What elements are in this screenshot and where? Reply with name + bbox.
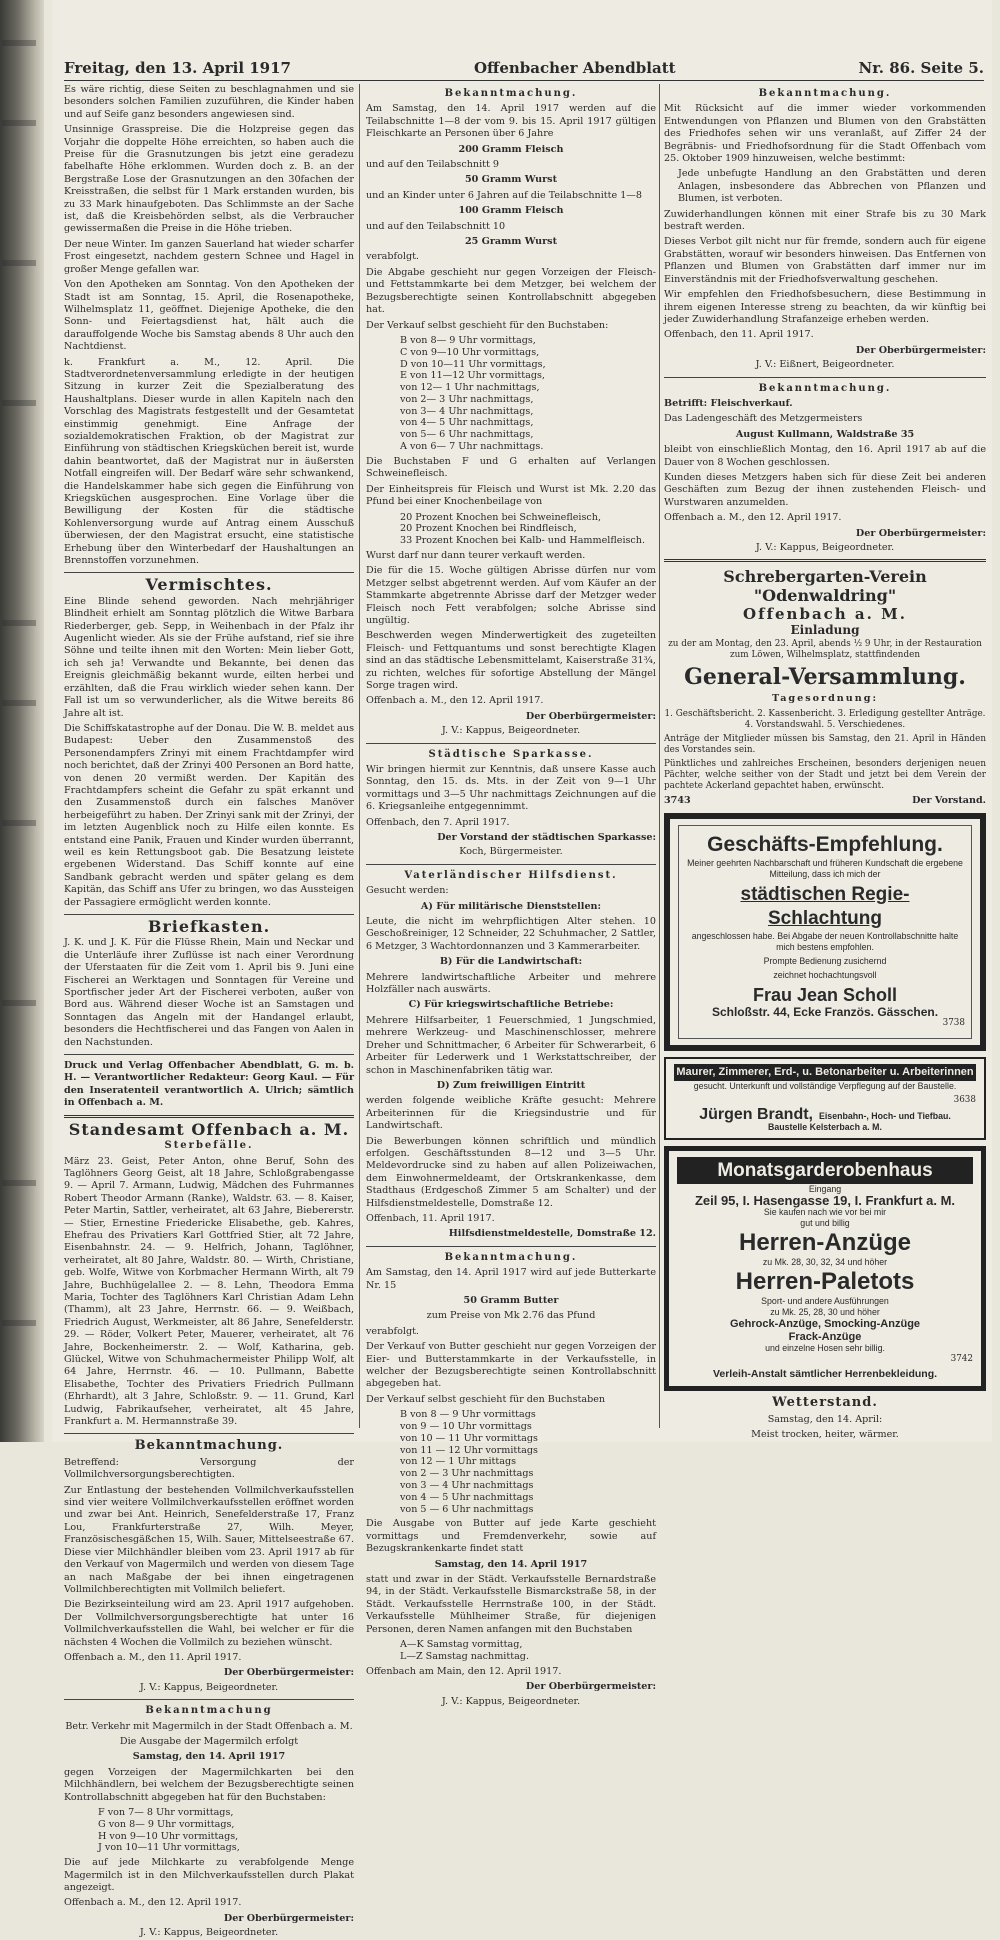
list-item: von 10 — 11 Uhr vormittags xyxy=(400,1432,538,1444)
ad-business-recommendation xyxy=(664,813,986,1051)
notice-title: Bekanntmachung xyxy=(145,1705,273,1717)
notice-date: Offenbach a. M., den 11. April 1917. xyxy=(64,1651,242,1663)
notice-office: Der Oberbürgermeister: xyxy=(855,344,986,356)
list-item: von 4— 5 Uhr nachmittags, xyxy=(400,417,534,429)
notice-date: Offenbach, den 7. April 1917. xyxy=(366,816,510,828)
list-item: A—K Samstag vormittag, xyxy=(400,1639,523,1651)
list-item: D von 10—11 Uhr vormittags, xyxy=(400,358,546,370)
column-middle xyxy=(366,84,656,1707)
notice-amount: 50 Gramm Butter xyxy=(463,1295,559,1307)
club-event: General-Versammlung. xyxy=(684,664,966,691)
imprint: Druck und Verlag Offenbacher Abendblatt, G. m. b. H. — Verantwortlicher Redakteur: Georg Kaul. — Für den Inseratenteil verantwortlich A. Ulrich; sämtlich in Offenbach a. M. xyxy=(64,1060,354,1109)
divider xyxy=(664,559,986,562)
divider xyxy=(366,743,656,744)
notice-signature: Koch, Bürgermeister. xyxy=(459,846,563,858)
list-item: von 5 — 6 Uhr nachmittags xyxy=(400,1503,534,1515)
ad-clothing-store xyxy=(664,1146,986,1392)
notice-text: statt und zwar in der Städt. Verkaufsstelle Bernardstraße 94, in der Städt. Verkaufsstelle Bismarckstraße 58, in der Städt. Verkaufsstelle Herrnstraße 100, in der Städt. Verkaufsstelle Mühlheimer Straße, für diejenigen Personen, deren Namen anfangen mit den Buchstaben xyxy=(366,1574,656,1635)
ad-title: Monatsgarderobenhaus xyxy=(677,1157,973,1184)
article-text: März 23. Geist, Peter Anton, ohne Beruf, Sohn des Taglöhners Georg Geist, alt 18 Jahre, Schloßgrabengasse 9. — April 7. Armann, Ludwig, Mädchen des Fuhrmannes Robert Theodor Armann (Ranke), Waldstr. 63. — 8. Kaiser, Peter Martin, Sattler, verheiratet, alt 63 Jahre, Biebererstr. — Stier, Ernestine Friedericke Elisabethe, geb. Kahres, Ehefrau des Privatiers Karl Gottfried Stier, alt 72 Jahre, Eisenbahnstr. 24. — 9. Helfrich, Johann, Taglöhner, verheiratet, alt 80 Jahre, Waldstr. 80. — Wirth, Christiane, geb. Wolfe, Witwe von Korbmacher Hermann Wirth, alt 79 Jahre, Buchhügelallee 2. — 8. Lehn, Theodora Emma Maria, Tochter des Taglöhners Karl Christian Adam Lehn (Thamm), alt 23 Jahre, Herrnstr. 66. — 9. Weißbach, Friedrich August, Werkmeister, alt 86 Jahre, Senefelderstr. 29. — Röder, Volkert Peter, Mauerer, verheiratet, alt 76 Jahre, Bockenheimerstr. 2. — Wolf, Katharina, geb. Glückel, Witwe von Schuhmachermeister Philipp Wolf, alt 64 Jahre, Herrnstr. 46. — 10. Pullmann, Babette Elisabethe, Tochter des Privatiers Friedrich Pullmann (Ehrhardt), alt 3 Jahre, Schloßstr. 9. — 11. Grund, Karl Ludwig, Fabrikaufseher, verheiratet, alt 45 Jahre, Frankfurt a. M. Hermannstraße 39. xyxy=(64,1155,354,1428)
notice-amount: 100 Gramm Fleisch xyxy=(458,205,564,217)
section-title: Vermischtes. xyxy=(145,575,273,595)
notice-signature: J. V.: Kappus, Beigeordneter. xyxy=(139,1927,279,1939)
notice-quote: Jede unbefugte Handlung an den Grabstätten und deren Anlagen, insbesondere das Abbrechen von Pflanzen und Blumen, ist verboten. xyxy=(678,168,986,205)
article-text: J. K. und J. K. Für die Flüsse Rhein, Main und Neckar und die Unterläufe ihrer Zuflüsse ist nach einer Verordnung der Uferstaaten für die Zeit vom 1. April bis 9. Juni eine Fischerei an Werktagen und Sonntagen für Vereine und Sportfischer jeder Art der Fischerei verboten, außer von Bord aus. Während dieser Woche ist an Samstagen und Sonntagen das Angeln mit der Handangel erlaubt, besonders die Hechtfischerei und das Fangen von Aalen in den Nachstunden. xyxy=(64,937,354,1048)
club-text: Anträge der Mitglieder müssen bis Samstag, den 21. April in Händen des Vorstandes sein. xyxy=(664,733,986,755)
list-item: von 3 — 4 Uhr nachmittags xyxy=(400,1480,534,1492)
ad-number: 3738 xyxy=(942,1018,965,1029)
notice-subtitle: C) Für kriegswirtschaftliche Betriebe: xyxy=(408,999,614,1011)
notice-text: Die Bezirkseinteilung wird am 23. April 1917 aufgehoben. Der Vollmilchversorgungsberechtigte hat unter 16 Vollmilchverkaufsstellen die Wahl, bei welcher er für die nächsten 4 Wochen die Vollmilch zu beziehen wünscht. xyxy=(64,1599,354,1648)
notice-text: Beschwerden wegen Minderwertigkeit des zugeteilten Fleisch- und Fettquantums und sonst berechtigte Klagen sind an das städtische Lebensmittelamt, Kaiserstraße 31¾, zu richten, welches für sofortige Abstellung der Mängel Sorge tragen wird. xyxy=(366,630,656,691)
notice-price: zum Preise von Mk 2.76 das Pfund xyxy=(426,1310,596,1322)
notice-text: Der Verkauf selbst geschieht für den Buchstaben: xyxy=(366,319,609,331)
notice-amount: 25 Gramm Wurst xyxy=(464,236,558,248)
notice-office: Der Oberbürgermeister: xyxy=(223,1912,354,1924)
list-item: F von 7— 8 Uhr vormittags, xyxy=(98,1807,234,1818)
list-item: von 12 — 1 Uhr mittags xyxy=(400,1456,517,1468)
ad-title: Maurer, Zimmerer, Erd-, u. Betonarbeiter u. Arbeiterinnen xyxy=(674,1064,976,1080)
ad-text: Sie kaufen nach wie vor bei mir xyxy=(763,1207,887,1218)
notice-text: Wurst darf nur dann teurer verkauft werden. xyxy=(366,549,586,561)
notice-signature: J. V.: Kappus, Beigeordneter. xyxy=(755,542,895,553)
notice-title: Bekanntmachung. xyxy=(444,1251,578,1263)
ad-text: zeichnet hochachtungsvoll xyxy=(773,970,877,981)
ad-number: 3742 xyxy=(950,1354,973,1365)
divider xyxy=(64,1433,354,1434)
section-title: Briefkasten. xyxy=(147,917,271,936)
ad-footer: Verleih-Anstalt sämtlicher Herrenbekleidung. xyxy=(712,1368,938,1381)
notice-text: Die Abgabe geschieht nur gegen Vorzeigen der Fleisch- und Fettstammkarte bei dem Metzger, bei welchem der Bezugsberechtigte seinen Kontrollabschnitt abgegeben hat. xyxy=(366,266,656,316)
notice-text: Wir empfehlen den Friedhofsbesuchern, diese Bestimmung in ihrem eigenen Interesse streng zu beachten, da wir künftig bei jeder Zuwiderhandlung Strafanzeige erheben werden. xyxy=(664,289,986,325)
notice-date: Offenbach a. M., den 12. April 1917. xyxy=(64,1897,242,1909)
ad-text: gut und billig xyxy=(800,1218,850,1229)
notice-text: Die Ausgabe von Butter auf jede Karte geschieht vormittags und Fremdenverkehr, sowie auf Bezugskrankenkarte findet statt xyxy=(366,1518,656,1555)
notice-text: gegen Vorzeigen der Magermilchkarten bei den Milchhändlern, bei welchem der Bezugsberechtigte seinen Kontrollabschnitt abgegeben hat für den Buchstaben: xyxy=(64,1766,354,1803)
notice-text: Die Ausgabe der Magermilch erfolgt xyxy=(119,1735,299,1747)
list-item: 20 Prozent Knochen bei Rindfleisch, xyxy=(400,523,577,535)
notice-day: Samstag, den 14. April 1917 xyxy=(132,1751,286,1763)
notice-date: Offenbach, 11. April 1917. xyxy=(366,1212,495,1224)
club-invite: Einladung xyxy=(790,622,860,637)
weather-text: Meist trocken, heiter, wärmer. xyxy=(751,1429,899,1441)
divider xyxy=(366,864,656,865)
agenda-items: 1. Geschäftsbericht. 2. Kassenbericht. 3. Erledigung gestellter Anträge. 4. Vorstandswahl. 5. Verschiedenes. xyxy=(664,708,986,730)
notice-text: Gesucht werden: xyxy=(366,885,449,897)
schedule-list xyxy=(64,1807,354,1854)
list-item: L—Z Samstag nachmittag. xyxy=(400,1650,529,1662)
notice-amount: 200 Gramm Fleisch xyxy=(458,143,564,155)
notice-name: August Kullmann, Waldstraße 35 xyxy=(735,428,915,440)
divider xyxy=(64,1054,354,1055)
header-paper-name: Offenbacher Abendblatt xyxy=(473,59,676,77)
article-text: k. Frankfurt a. M., 12. April. Die Stadtverordnetenversammlung erledigte in der heutigen Sitzung in kurzer Zeit die Spezialberatung des Haushaltplans. Dieser wurde in allen Kapiteln nach den Vorschlag des Magistrats festgestellt und der Gesamtetat einstimmig genehmigt. Eine Anfrage der sozialdemokratischen Fraktion, ob der Magistrat zur Einführung von städtischen Kriegsküchen bereit ist, wurde dahin beantwortet, daß der Magistrat nur in äußersten Notfall eingreifen will. Der Bedarf wäre sehr schwankend, die Handelskammer habe sich gegen die Einführung von Kriegsküchen ausgesprochen. Eine Vorlage über die Bewilligung der Kosten für die städtische Kohlenversorgung wurde auf Antrag einem Ausschuß überwiesen, der den Magistrat ersucht, eine statistische Erhebung über den Winterbedarf der Haushaltungen an Brennstoffen vorzunehmen. xyxy=(64,356,354,567)
notice-day: Samstag, den 14. April 1917 xyxy=(434,1558,588,1570)
ad-price: zu Mk. 28, 30, 32, 34 und höher xyxy=(762,1257,888,1268)
column-rule xyxy=(359,84,360,1428)
notice-text: Zur Entlastung der bestehenden Vollmilchverkaufsstellen sind vier weitere Vollmilchverkaufsstellen eröffnet worden und zwar bei Ant. Heinrich, Senefelderstraße 17, Franz Lou, Frankfurterstraße 27, Wilh. Meyer, Französischesgäßchen 15, Wilh. Sauer, Mittelseestraße 67. Diese vier Milchhändler bleiben vom 23. April 1917 ab für den Verkauf von Magermilch und werden von diesem Tage an nach Maßgabe der bei ihnen eingetragenen Vollmilchberechtigten mit Vollmilch beliefert. xyxy=(64,1484,354,1595)
binding-edge xyxy=(0,0,44,1442)
notice-text: Der Verkauf selbst geschieht für den Buchstaben xyxy=(366,1393,606,1405)
list-item: J von 10—11 Uhr vormittags, xyxy=(98,1842,240,1854)
notice-text: Die für die 15. Woche gültigen Abrisse dürfen nur vom Metzger selbst abgetrennt werden. Auf vom Käufer an der Stammkarte abgetrennte Abrisse darf der Metzger weder Fleisch noch Fett verabfolgen; solche Abrisse sind ungültig. xyxy=(366,565,656,626)
header-date: Freitag, den 13. April 1917 xyxy=(64,59,291,77)
notice-text: Mehrere Hilfsarbeiter, 1 Feuerschmied, 1 Jungschmied, mehrere Werkzeug- und Maschinenschlosser, mehrere Dreher und Schnittmacher, 6 Arbeiter für Schwerarbeit, 6 Arbeiter für Lederwerk und 1 Werkstattschreiber, der schon in Maschinenfabriken tätig war. xyxy=(366,1014,656,1076)
list-item: von 12— 1 Uhr nachmittags, xyxy=(400,382,540,394)
club-text: zu der am Montag, den 23. April, abends ½ 9 Uhr, in der Restauration zum Löwen, Wilhelmsplatz, stattfindenden xyxy=(668,639,982,661)
notice-title: Bekanntmachung. xyxy=(134,1438,284,1454)
notice-text: Der Verkauf von Butter geschieht nur gegen Vorzeigen der Eier- und Butterstammkarte in der Verkaufsstelle, in welcher der Bezugsberechtigte seinen Kontrollabschnitt abgegeben hat. xyxy=(366,1341,656,1390)
notice-title: Bekanntmachung. xyxy=(444,88,578,99)
club-announcement xyxy=(664,567,986,807)
schedule-list xyxy=(366,1639,656,1663)
notice-text: werden folgende weibliche Kräfte gesucht: Mehrere Arbeiterinnen für die Kriegsindustrie und für Landwirtschaft. xyxy=(366,1095,656,1132)
ad-highlight: Herren-Anzüge xyxy=(738,1229,912,1257)
ad-title: Geschäfts-Empfehlung. xyxy=(707,833,943,857)
notice-text: Das Ladengeschäft des Metzgermeisters xyxy=(664,413,863,425)
notice-subject: Betrifft: Fleischverkauf. xyxy=(664,397,793,409)
notice-signature: Hilfsdienstmeldestelle, Domstraße 12. xyxy=(448,1228,656,1240)
list-item: B von 8— 9 Uhr vormittags, xyxy=(400,334,536,346)
divider xyxy=(64,914,354,915)
schedule-list xyxy=(366,335,656,453)
list-item: C von 9—10 Uhr vormittags, xyxy=(400,346,540,358)
list-item: B von 8 — 9 Uhr vormittags xyxy=(400,1409,536,1421)
agenda-title: Tagesordnung: xyxy=(772,693,878,705)
article-text: Eine Blinde sehend geworden. Nach mehrjähriger Blindheit erhielt am Sonntag plötzlich die Witwe Barbara Riederberger, geb. Sepp, in Weihenbach in der Pfalz ihr Augenlicht wieder. Als sie der Frühe aufstand, rief sie ihre Söhne und teilte ihnen mit den Worten: Mein lieber Gott, ich seh ja! Verwandte und Bekannte, bei denen das Ereignis gleichmäßig bekannt wurde, eilten herbei und erzählten, daß die Frau wirklich wieder sehen kann. Der Fall ist um so verwunderlicher, als die Witwe bereits 86 Jahre alt ist. xyxy=(64,595,354,719)
ad-address: Schloßstr. 44, Ecke Französ. Gässchen. xyxy=(711,1005,939,1020)
notice-text: Die Bewerbungen können schriftlich und mündlich erfolgen. Geschäftsstunden 8—12 und 3—5 Uhr. Meldevordrucke sind zu haben auf allen Polizeiwachen, dem Einwohnermeldeamt, der Ortskrankenkasse, dem Stadthaus (Erdgeschoß Zimmer 5 am Schalter) und der Hilfsdienstmeldestelle, Domstraße 12. xyxy=(366,1135,656,1209)
ad-text: angeschlossen habe. Bei Abgabe der neuen Kontrollabschnitte halte mich bestens empfohlen. xyxy=(691,931,959,953)
list-item: 20 Prozent Knochen bei Schweinefleisch, xyxy=(400,511,602,523)
list-item: von 3— 4 Uhr nachmittags, xyxy=(400,405,534,417)
notice-text: Zuwiderhandlungen können mit einer Strafe bis zu 30 Mark bestraft werden. xyxy=(664,208,986,233)
notice-subject: Betr. Verkehr mit Magermilch in der Stadt Offenbach a. M. xyxy=(65,1720,353,1732)
list-item: 33 Prozent Knochen bei Kalb- und Hammelfleisch. xyxy=(400,535,646,547)
notice-text: Am Samstag, den 14. April 1917 wird auf jede Butterkarte Nr. 15 xyxy=(366,1267,656,1291)
notice-signature: J. V.: Kappus, Beigeordneter. xyxy=(139,1681,279,1693)
notice-text: Die auf jede Milchkarte zu verabfolgende Menge Magermilch ist in den Milchverkaufsstellen durch Plakat angezeigt. xyxy=(64,1857,354,1893)
notice-office: Der Oberbürgermeister: xyxy=(223,1667,354,1679)
section-title: Standesamt Offenbach a. M. xyxy=(68,1119,350,1139)
divider xyxy=(64,1699,354,1700)
ad-trade: Eisenbahn-, Hoch- und Tiefbau. xyxy=(819,1110,951,1121)
notice-date: Offenbach am Main, den 12. April 1917. xyxy=(366,1665,562,1677)
notice-text: Die Buchstaben F und G erhalten auf Verlangen Schweinefleisch. xyxy=(366,455,656,480)
column-right xyxy=(664,84,986,1441)
club-city: Offenbach a. M. xyxy=(743,605,907,624)
ad-name: Frau Jean Scholl xyxy=(752,985,898,1006)
notice-signature: J. V.: Kappus, Beigeordneter. xyxy=(441,725,581,737)
notice-text: Dieses Verbot gilt nicht nur für fremde, sondern auch für eigene Grabstätten, worauf wir besonders hinweisen. Das Entfernen von Pflanzen und Blumen von Grabstätten darf immer nur im Einverständnis mit der Friedhofsverwaltung geschehen. xyxy=(664,236,986,285)
notice-date: Offenbach a. M., den 12. April 1917. xyxy=(366,695,544,707)
weather-day: Samstag, den 14. April: xyxy=(767,1413,883,1425)
ad-text: und einzelne Hosen sehr billig. xyxy=(765,1343,885,1354)
ad-text: Sport- und andere Ausführungen xyxy=(761,1296,889,1307)
list-item: von 11 — 12 Uhr vormittags xyxy=(400,1444,538,1456)
ad-text: Gehrock-Anzüge, Smocking-Anzüge xyxy=(729,1318,921,1331)
notice-text: verabfolgt. xyxy=(366,251,419,263)
ad-job-offer xyxy=(664,1057,986,1139)
list-item: von 2— 3 Uhr nachmittags, xyxy=(400,393,534,405)
notice-text: Mehrere landwirtschaftliche Arbeiter und mehrere Holzfäller nach auswärts. xyxy=(366,971,656,996)
list-item: von 5— 6 Uhr nachmittags, xyxy=(400,429,534,441)
article-text: Es wäre richtig, diese Seiten zu beschlagnahmen und sie besonders solchen Familien zuzuführen, die Kinder haben und auf Seife ganz besonders angewiesen sind. xyxy=(64,84,354,120)
notice-text: Am Samstag, den 14. April 1917 werden auf die Teilabschnitte 1—8 der vom 9. bis 15. April 1917 gültigen Fleischkarte an Personen über 6 Jahre xyxy=(366,103,656,140)
notice-text: Wir bringen hiermit zur Kenntnis, daß unsere Kasse auch Sonntag, den 15. ds. Mts. in der Zeit von 9—1 Uhr vormittags und 3—5 Uhr nachmittags Zeichnungen auf die 6. Kriegsanleihe entgegennimmt. xyxy=(366,763,656,813)
divider xyxy=(664,377,986,378)
notice-text: und auf den Teilabschnitt 9 xyxy=(366,159,500,171)
notice-title: Bekanntmachung. xyxy=(758,88,892,99)
list-item: A von 6— 7 Uhr nachmittags. xyxy=(400,441,544,453)
ad-price: zu Mk. 25, 28, 30 und höher xyxy=(770,1307,880,1318)
list-item: H von 9—10 Uhr vormittags, xyxy=(98,1830,239,1842)
ad-text: gesucht. Unterkunft und vollständige Verpflegung auf der Baustelle. xyxy=(693,1080,957,1091)
notice-office: Der Oberbürgermeister: xyxy=(855,527,986,539)
weather-title: Wetterstand. xyxy=(772,1395,878,1411)
notice-text: Kunden dieses Metzgers haben sich für diese Zeit bei anderen Geschäften zum Bezug der ihnen zustehenden Fleisch- und Wurstwaren anzumelden. xyxy=(664,471,986,508)
notice-office: Der Oberbürgermeister: xyxy=(525,1681,656,1693)
ad-text: Meiner geehrten Nachbarschaft und früheren Kundschaft die ergebene Mitteilung, dass ich mich der xyxy=(687,858,963,880)
column-rule xyxy=(659,84,660,1428)
list-item: von 9 — 10 Uhr vormittags xyxy=(400,1421,532,1433)
notice-title: Städtische Sparkasse. xyxy=(428,748,594,760)
list-item: G von 8— 9 Uhr vormittags, xyxy=(98,1818,235,1830)
ad-highlight: städtischen Regie-Schlachtung xyxy=(740,884,910,930)
ad-entrance: Eingang xyxy=(808,1183,842,1194)
club-name: Schrebergarten-Verein "Odenwaldring" xyxy=(723,567,927,606)
notice-signature: J. V.: Kappus, Beigeordneter. xyxy=(441,1695,581,1707)
club-text: Pünktliches und zahlreiches Erscheinen, besonders derjenigen neuen Pächter, welche seither von der Stadt und jetzt bei dem Verein der pachtete Ackerland gepachtet haben, erwünscht. xyxy=(664,758,986,791)
article-text: Die Schiffskatastrophe auf der Donau. Die W. B. meldet aus Budapest: Ueber den Zusammenstoß des Personendampfers Zrinyi mit einem Frachtdampfer wird noch berichtet, daß der Zrinyi 400 Personen an Bord hatte, von denen 20 vermißt werden. Der Kapitän des Frachtdampfers scheint die Gefahr zu spät erkannt und den Zusammenstoß durch ein falsches Manöver herbeigeführt zu haben. Der Zrinyi sank mit der Zrinyi, der im letzten Augenblick noch zu Hilfe eilen konnte. Es entstand eine Panik, Frauen und Kinder wurden überrannt, weil es kein Rettungsboot gab. Die Besatzung leistete ergebenen Widerstand. Das Schiff konnte auf eine Sandbank gebracht werden und später gelang es dem Kapitän, das Schiff ans Ufer zu bringen, wo das Aussteigen der Passagiere ermöglicht werden konnte. xyxy=(64,722,354,908)
ad-number: 3743 xyxy=(664,794,691,806)
notice-subtitle: D) Zum freiwilligen Eintritt xyxy=(436,1079,586,1091)
article-text: Der neue Winter. Im ganzen Sauerland hat wieder scharfer Frost eingesetzt, nachdem gestern Schnee und Hagel in großer Menge gefallen war. xyxy=(64,238,354,275)
notice-date: Offenbach a. M., den 12. April 1917. xyxy=(664,512,842,524)
article-text: Unsinnige Grasspreise. Die die Holzpreise gegen das Vorjahr die doppelte Höhe erreichten, so haben auch die Preise für die Grasnutzungen bis jetzt eine geradezu fabelhafte Höhe erklommen. Wurden doch z. B. an der Bergstraße Lose der Grasnutzungen an den 30fachen der Kreisstraßen, die selbst für 1 Mark erstanden wurden, bis zu 33 Mark hinaufgeboten. Das Schlimmste an der Sache ist, daß die Kreisbehörden selbst, als die Verbraucher gewissermaßen die Preise in die Höhe trieben. xyxy=(64,124,354,235)
ad-text: Prompte Bedienung zusichernd xyxy=(763,956,887,967)
notice-amount: 50 Gramm Wurst xyxy=(464,174,558,186)
notice-text: bleibt von einschließlich Montag, den 16. April 1917 ab auf die Dauer von 8 Wochen geschlossen. xyxy=(664,444,986,468)
schedule-list xyxy=(366,1409,656,1515)
notice-subject: Betreffend: Versorgung der Vollmilchversorgungsberechtigten. xyxy=(64,1456,354,1481)
article-text: Von den Apotheken am Sonntag. Von den Apotheken der Stadt ist am Sonntag, 15. April, die Rosenapotheke, Wilhelmsplatz 11, geöffnet. Diejenige Apotheke, die den Sonn- und Feiertagsdienst hat, hält auch die darauffolgende Woche bis Samstag abends 8 Uhr auch den Nachtdienst. xyxy=(64,279,354,353)
notice-subtitle: B) Für die Landwirtschaft: xyxy=(439,956,583,968)
list-item: E von 11—12 Uhr vormittags, xyxy=(400,370,545,382)
newspaper-page xyxy=(52,0,992,1939)
notice-text: und auf den Teilabschnitt 10 xyxy=(366,220,506,232)
notice-text: verabfolgt. xyxy=(366,1325,419,1337)
notice-text: Leute, die nicht im wehrpflichtigen Alter stehen. 10 Geschoßreiniger, 12 Schneider, 22 Schuhmacher, 2 Sattler, 6 Metzger, 3 Wachtordonnanzen und 3 Kammerarbeiter. xyxy=(366,916,656,952)
notice-title: Bekanntmachung. xyxy=(758,382,892,394)
ad-text: Frack-Anzüge xyxy=(788,1330,862,1343)
subsection-title: Sterbefälle. xyxy=(164,1140,254,1152)
ad-address: Zeil 95, I. Hasengasse 19, I. Frankfurt a. M. xyxy=(694,1192,956,1208)
page-header xyxy=(64,56,984,81)
notice-signature: J. V.: Eißnert, Beigeordneter. xyxy=(755,359,895,371)
notice-office: Der Oberbürgermeister: xyxy=(525,710,656,722)
notice-title: Vaterländischer Hilfsdienst. xyxy=(404,869,618,881)
column-left xyxy=(64,84,354,1939)
notice-text: Der Einheitspreis für Fleisch und Wurst ist Mk. 2.20 das Pfund bei einer Knochenbeilage von xyxy=(366,483,656,508)
ad-highlight: Herren-Paletots xyxy=(735,1268,915,1296)
ad-number: 3638 xyxy=(953,1094,976,1105)
notice-subtitle: A) Für militärische Dienststellen: xyxy=(420,900,602,912)
club-signature: Der Vorstand. xyxy=(912,794,986,806)
notice-office: Der Vorstand der städtischen Sparkasse: xyxy=(437,832,656,844)
notice-text: und an Kinder unter 6 Jahren auf die Teilabschnitte 1—8 xyxy=(366,189,643,201)
header-issue: Nr. 86. Seite 5. xyxy=(858,59,984,77)
notice-text: Mit Rücksicht auf die immer wieder vorkommenden Entwendungen von Pflanzen und Blumen von den Grabstätten des Friedhofes sehen wir uns veranlaßt, auf Ziffer 24 der Begräbnis- und Friedhofsordnung für die Stadt Offenbach vom 25. Oktober 1909 hinzuweisen, welche bestimmt: xyxy=(664,103,986,165)
divider xyxy=(64,572,354,573)
ad-name: Jürgen Brandt, xyxy=(699,1105,813,1123)
divider xyxy=(366,1246,656,1247)
bone-ratio-list xyxy=(366,512,656,547)
list-item: von 4 — 5 Uhr nachmittags xyxy=(400,1491,534,1503)
list-item: von 2 — 3 Uhr nachmittags xyxy=(400,1468,534,1480)
divider xyxy=(64,1115,354,1118)
ad-site: Baustelle Kelsterbach a. M. xyxy=(768,1121,882,1132)
notice-date: Offenbach, den 11. April 1917. xyxy=(664,329,814,341)
